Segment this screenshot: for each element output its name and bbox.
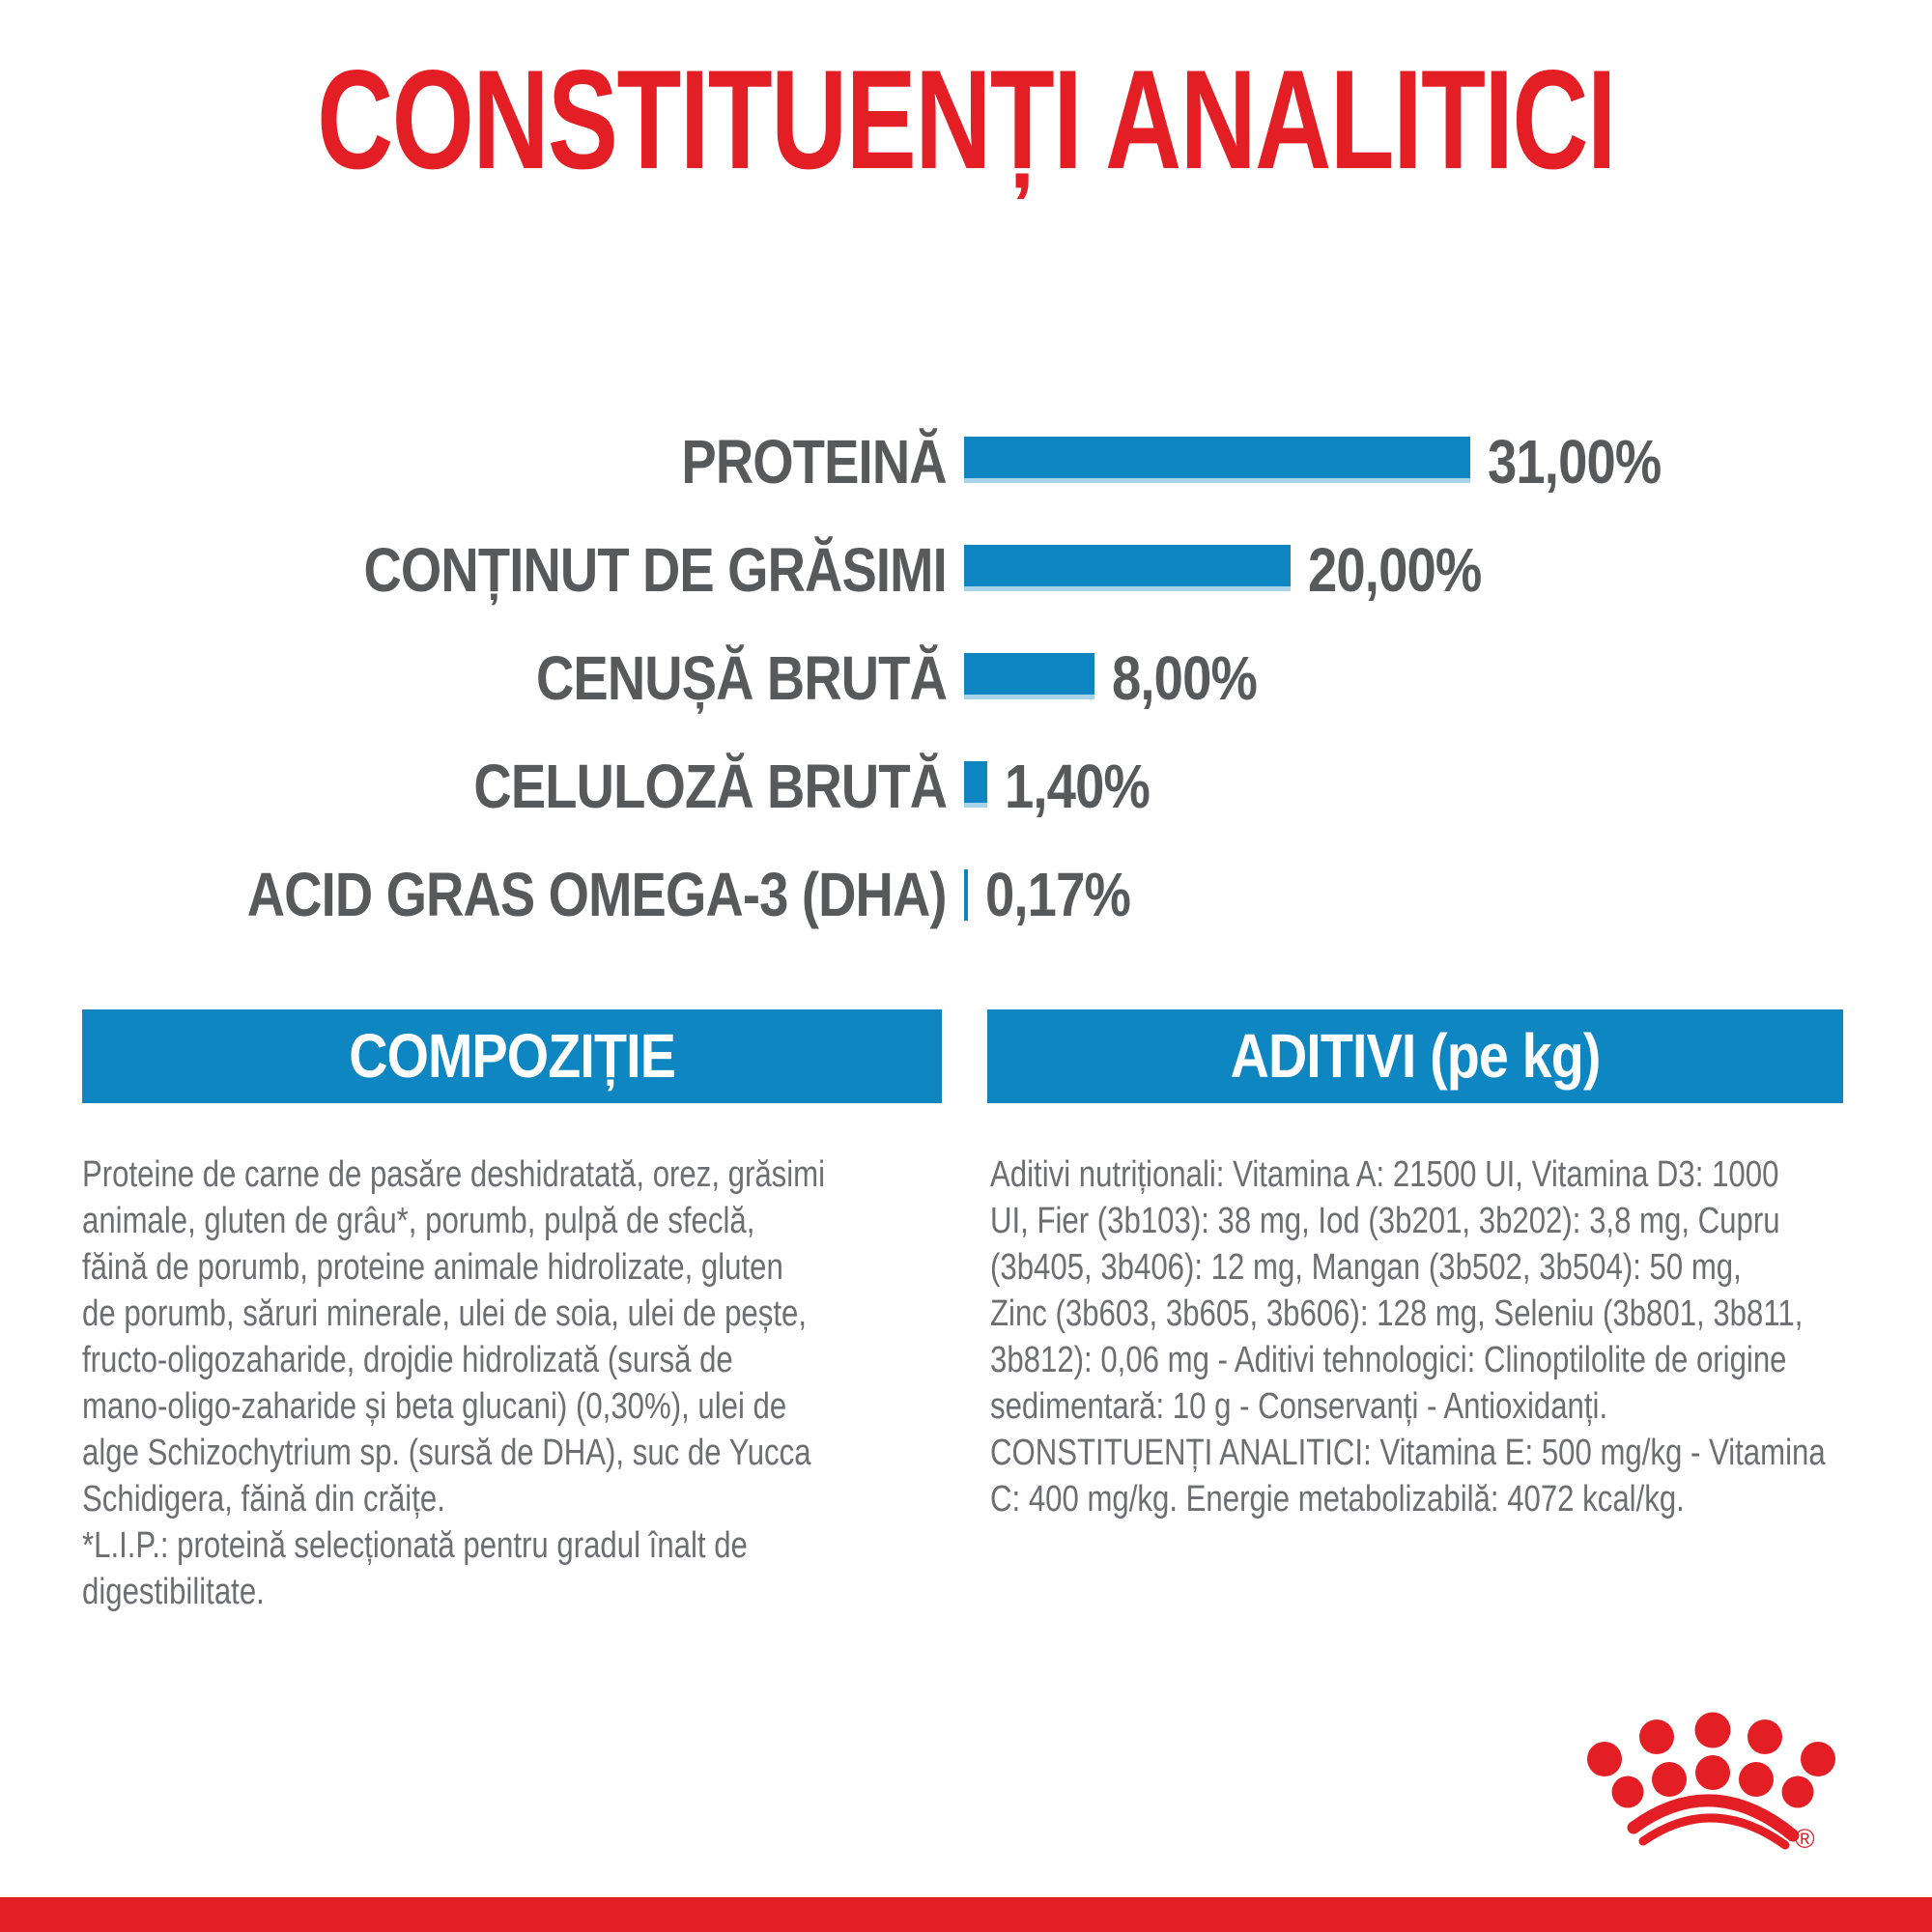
text-line: 3b812): 0,06 mg - Aditivi tehnologici: Clinoptilolite de origine xyxy=(990,1340,1787,1380)
text-line: CONSTITUENȚI ANALITICI: Vitamina E: 500 mg/kg - Vitamina xyxy=(990,1433,1826,1473)
chart-row xyxy=(0,860,1932,929)
text-line: *L.I.P.: proteină selecționată pentru gradul înalt de xyxy=(82,1525,748,1566)
chart-row-label: CENUȘĂ BRUTĂ xyxy=(536,643,947,713)
text-line: Proteine de carne de pasăre deshidratată, orez, grăsimi xyxy=(82,1154,826,1195)
chart-bar xyxy=(964,437,1470,483)
text-line: animale, gluten de grâu*, porumb, pulpă de sfeclă, xyxy=(82,1201,755,1241)
text-line: Zinc (3b603, 3b605, 3b606): 128 mg, Seleniu (3b801, 3b811, xyxy=(990,1293,1804,1334)
text-line: Schidigera, făină din crăițe. xyxy=(82,1479,445,1520)
text-line: făină de porumb, proteine animale hidrolizate, gluten xyxy=(82,1247,783,1288)
chart-row-value: 31,00% xyxy=(1488,427,1662,497)
composition-section-header xyxy=(82,1009,942,1103)
chart-row-label: PROTEINĂ xyxy=(681,427,947,497)
text-line: sedimentară: 10 g - Conservanți - Antioxidanți. xyxy=(990,1386,1608,1427)
page-title: CONSTITUENȚI ANALITICI xyxy=(317,41,1615,198)
text-line: (3b405, 3b406): 12 mg, Mangan (3b502, 3b504): 50 mg, xyxy=(990,1247,1742,1288)
text-line: C: 400 mg/kg. Energie metabolizabilă: 4072 kcal/kg. xyxy=(990,1479,1685,1520)
chart-row-label: ACID GRAS OMEGA-3 (DHA) xyxy=(247,860,947,929)
text-line: alge Schizochytrium sp. (sursă de DHA), suc de Yucca xyxy=(82,1433,811,1473)
chart-row-label: CELULOZĂ BRUTĂ xyxy=(473,752,947,821)
royal-canin-crown-logo xyxy=(1575,1681,1893,1893)
text-line: UI, Fier (3b103): 38 mg, Iod (3b201, 3b202): 3,8 mg, Cupru xyxy=(990,1201,1780,1241)
footer-red-bar xyxy=(0,1897,1932,1932)
chart-row xyxy=(0,752,1932,821)
text-line: Aditivi nutriționali: Vitamina A: 21500 UI, Vitamina D3: 1000 xyxy=(990,1154,1779,1195)
chart-row-value: 8,00% xyxy=(1112,643,1257,713)
chart-row xyxy=(0,643,1932,713)
chart-row xyxy=(0,427,1932,497)
text-line: de porumb, săruri minerale, ulei de soia, ulei de pește, xyxy=(82,1293,807,1334)
crown-arcs xyxy=(1634,1801,1793,1845)
chart-row-value: 0,17% xyxy=(985,860,1130,929)
chart-bar xyxy=(964,545,1291,591)
chart-row xyxy=(0,535,1932,605)
chart-row-value: 20,00% xyxy=(1308,535,1482,605)
text-line: fructo-oligozaharide, drojdie hidrolizată (sursă de xyxy=(82,1340,733,1380)
chart-row-value: 1,40% xyxy=(1005,752,1150,821)
text-line: digestibilitate. xyxy=(82,1572,265,1612)
additives-header-label: ADITIVI (pe kg) xyxy=(1230,1021,1601,1091)
chart-bar xyxy=(964,869,968,921)
additives-text xyxy=(990,1151,1932,1522)
text-line: mano-oligo-zaharide și beta glucani) (0,30%), ulei de xyxy=(82,1386,787,1427)
composition-header-label: COMPOZIȚIE xyxy=(349,1021,675,1091)
composition-text xyxy=(82,1151,988,1615)
chart-bar xyxy=(964,761,987,808)
additives-section-header xyxy=(987,1009,1843,1103)
crown-dots xyxy=(1587,1713,1835,1808)
chart-bar xyxy=(964,653,1094,699)
registered-trademark-icon: ® xyxy=(1795,1824,1815,1854)
chart-row-label: CONȚINUT DE GRĂSIMI xyxy=(363,535,947,605)
